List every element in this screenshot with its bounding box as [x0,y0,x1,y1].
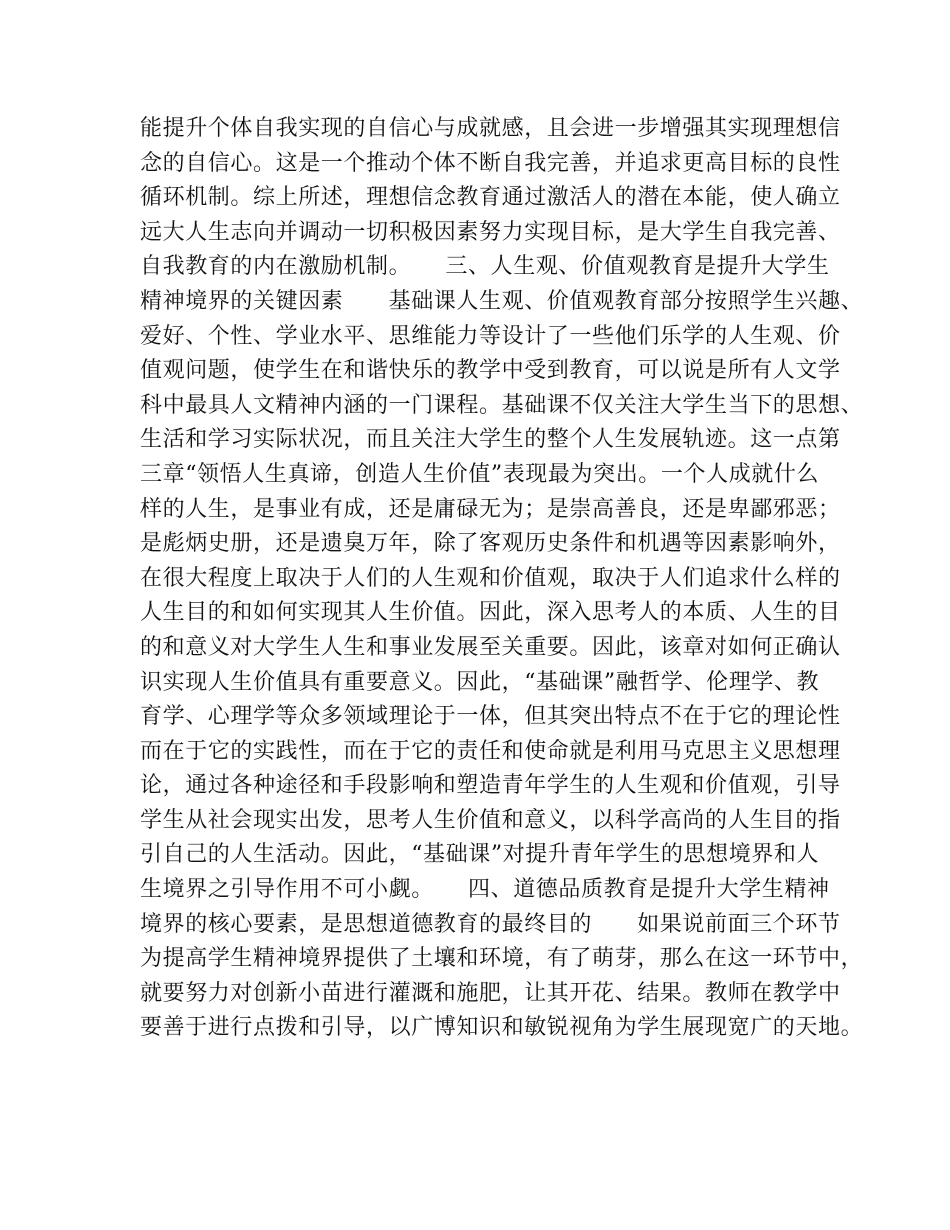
text-line: 境界的核心要素，是思想道德教育的最终目的 如果说前面三个环节 [140,911,841,937]
text-line: 科中最具人文精神内涵的一门课程。基础课不仅关注大学生当下的思想、 [140,392,864,418]
text-line: 值观问题，使学生在和谐快乐的教学中受到教育，可以说是所有人文学 [140,358,841,384]
text-line: 是彪炳史册，还是遗臭万年，除了客观历史条件和机遇等因素影响外， [140,531,841,557]
text-line: 爱好、个性、学业水平、思维能力等设计了一些他们乐学的人生观、价 [140,323,841,349]
text-line: 论，通过各种途径和手段影响和塑造青年学生的人生观和价值观，引导 [140,773,841,799]
text-line: 远大人生志向并调动一切积极因素努力实现目标，是大学生自我完善、 [140,219,841,245]
text-line: 循环机制。综上所述，理想信念教育通过激活人的潜在本能，使人确立 [140,185,841,211]
text-line: 在很大程度上取决于人们的人生观和价值观，取决于人们追求什么样的 [140,565,841,591]
text-line: 育学、心理学等众多领域理论于一体，但其突出特点不在于它的理论性 [140,704,841,730]
text-line: 样的人生，是事业有成，还是庸碌无为；是崇高善良，还是卑鄙邪恶； [140,496,841,522]
text-line: 要善于进行点拨和引导，以广博知识和敏锐视角为学生展现宽广的天地。 [140,1015,864,1041]
text-line: 为提高学生精神境界提供了土壤和环境，有了萌芽，那么在这一环节中， [140,946,864,972]
text-line: 生活和学习实际状况，而且关注大学生的整个人生发展轨迹。这一点第 [140,427,841,453]
text-line: 引自己的人生活动。因此，“基础课”对提升青年学生的思想境界和人 [140,842,820,868]
text-line: 的和意义对大学生人生和事业发展至关重要。因此，该章对如何正确认 [140,634,841,660]
text-line: 生境界之引导作用不可小觑。 四、道德品质教育是提升大学生精神 [140,877,830,903]
body-text [140,112,864,1046]
text-line: 自我教育的内在激励机制。 三、人生观、价值观教育是提升大学生 [140,254,830,280]
text-line: 就要努力对创新小苗进行灌溉和施肥，让其开花、结果。教师在教学中 [140,980,841,1006]
text-line: 三章“领悟人生真谛，创造人生价值”表现最为突出。一个人成就什么 [140,461,820,487]
text-line: 能提升个体自我实现的自信心与成就感，且会进一步增强其实现理想信 [140,116,841,141]
text-line: 识实现人生价值具有重要意义。因此，“基础课”融哲学、伦理学、教 [140,669,820,695]
text-line: 学生从社会现实出发，思考人生价值和意义，以科学高尚的人生目的指 [140,807,841,833]
text-line: 人生目的和如何实现其人生价值。因此，深入思考人的本质、人生的目 [140,600,841,626]
text-line: 精神境界的关键因素 基础课人生观、价值观教育部分按照学生兴趣、 [140,288,864,314]
text-line: 而在于它的实践性，而在于它的责任和使命就是利用马克思主义思想理 [140,738,841,764]
text-line: 念的自信心。这是一个推动个体不断自我完善，并追求更高目标的良性 [140,150,841,176]
